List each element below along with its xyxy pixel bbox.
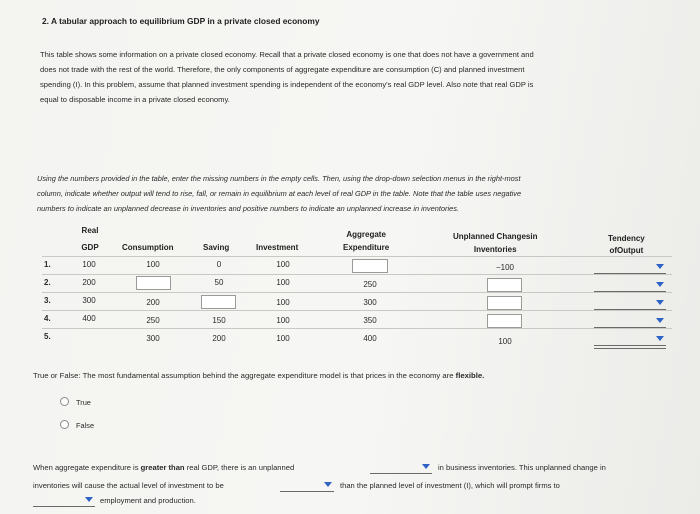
cell-investment: 100	[276, 260, 290, 269]
cell-investment: 100	[276, 278, 290, 287]
instruction-line: Using the numbers provided in the table, enter the missing numbers in the empty cells. Then, using the drop-down selection menus in the right-most	[37, 174, 521, 183]
cell-investment: 100	[276, 316, 290, 325]
sentence-part: When aggregate expenditure is greater than real GDP, there is an unplanned	[33, 463, 295, 472]
cell-gdp: 100	[82, 260, 96, 269]
tendency-dropdown-row2[interactable]	[594, 280, 666, 292]
cell-consumption: 200	[146, 298, 160, 307]
intro-line: spending (I). In this problem, assume that planned investment spending is independent of the economy's real GDP level. Also note that real GDP is	[40, 80, 534, 89]
row-number: 4.	[44, 314, 51, 323]
saving-input-row3[interactable]	[201, 295, 236, 309]
radio-false-label[interactable]: False	[76, 421, 95, 430]
instruction-paragraph	[37, 171, 682, 216]
cell-investment: 100	[276, 334, 290, 343]
cell-consumption: 250	[146, 316, 160, 325]
cell-gdp: 400	[82, 314, 96, 323]
question-heading: 2. A tabular approach to equilibrium GDP in a private closed economy	[42, 16, 320, 26]
instruction-line: column, indicate whether output will tend to rise, fall, or remain in equilibrium at each level of real GDP in the table. Note that the table uses negative	[37, 189, 522, 198]
header-real-gdp: Real GDP	[81, 226, 99, 252]
cell-saving: 150	[212, 316, 226, 325]
cell-agg-exp: 250	[363, 280, 377, 289]
agg-exp-input-row1[interactable]	[352, 259, 388, 273]
cell-agg-exp: 300	[363, 298, 377, 307]
chevron-down-icon	[656, 300, 664, 305]
investment-comparison-dropdown[interactable]	[280, 480, 334, 492]
row-number: 1.	[44, 260, 51, 269]
unplanned-input-row2[interactable]	[487, 278, 522, 292]
row-number: 3.	[44, 296, 51, 305]
cell-unplanned: −100	[495, 263, 515, 272]
chevron-down-icon	[85, 497, 93, 502]
tendency-dropdown-row1[interactable]	[594, 262, 666, 274]
header-saving: Saving	[203, 243, 230, 252]
cell-unplanned: 100	[498, 337, 512, 346]
cell-consumption: 100	[146, 260, 160, 269]
header-aggregate-expenditure: Aggregate Expenditure	[343, 230, 390, 252]
cell-gdp: 300	[82, 296, 96, 305]
chevron-down-icon	[656, 264, 664, 269]
header-unplanned-changes: Unplanned Changesin Inventories	[453, 232, 538, 254]
cell-saving: 200	[212, 334, 226, 343]
header-consumption: Consumption	[122, 243, 174, 252]
chevron-down-icon	[656, 336, 664, 341]
intro-line: does not trade with the rest of the world. Therefore, the only components of aggregate expenditure are consumption (C) and planned investment	[40, 65, 525, 74]
row-number: 5.	[44, 332, 51, 341]
employment-dropdown[interactable]	[33, 495, 95, 507]
chevron-down-icon	[656, 282, 664, 287]
tendency-dropdown-row3[interactable]	[594, 298, 666, 310]
true-false-question: True or False: The most fundamental assumption behind the aggregate expenditure model is that prices in the economy are flexible.	[33, 371, 485, 380]
sentence-part: in business inventories. This unplanned change in	[438, 463, 606, 472]
unplanned-input-row4[interactable]	[487, 314, 522, 328]
consumption-input-row2[interactable]	[136, 276, 171, 290]
instruction-line: numbers to indicate an unplanned decrease in inventories and positive numbers to indicate an unplanned increase in inventories.	[37, 204, 459, 213]
cell-saving: 0	[216, 260, 222, 269]
cell-consumption: 300	[146, 334, 160, 343]
inventory-change-dropdown[interactable]	[370, 462, 432, 474]
radio-true-label[interactable]: True	[76, 398, 91, 407]
row-number: 2.	[44, 278, 51, 287]
row-divider	[42, 274, 672, 275]
cell-investment: 100	[276, 298, 290, 307]
row-divider	[42, 256, 672, 257]
chevron-down-icon	[324, 482, 332, 487]
row-divider	[42, 292, 672, 293]
sentence-part: employment and production.	[100, 496, 196, 505]
sentence-part: inventories will cause the actual level of investment to be	[33, 481, 224, 490]
cell-agg-exp: 400	[363, 334, 377, 343]
cell-agg-exp: 350	[363, 316, 377, 325]
sentence-part: than the planned level of investment (I), which will prompt firms to	[340, 481, 560, 490]
unplanned-input-row3[interactable]	[487, 296, 522, 310]
radio-true[interactable]	[60, 397, 69, 406]
header-tendency-of-output: Tendency ofOutput	[608, 234, 645, 255]
row-divider	[42, 310, 672, 311]
cell-gdp: 200	[82, 278, 96, 287]
radio-false[interactable]	[60, 420, 69, 429]
chevron-down-icon	[656, 318, 664, 323]
cell-saving: 50	[214, 278, 224, 287]
row-divider	[42, 328, 672, 329]
chevron-down-icon	[422, 464, 430, 469]
header-investment: Investment	[256, 243, 299, 252]
intro-paragraph	[40, 47, 672, 107]
intro-line: equal to disposable income in a private closed economy.	[40, 95, 230, 104]
tendency-dropdown-row4[interactable]	[594, 316, 666, 328]
tendency-dropdown-row5[interactable]	[594, 334, 666, 346]
intro-line: This table shows some information on a private closed economy. Recall that a private closed economy is one that does not have a government and	[40, 50, 534, 59]
